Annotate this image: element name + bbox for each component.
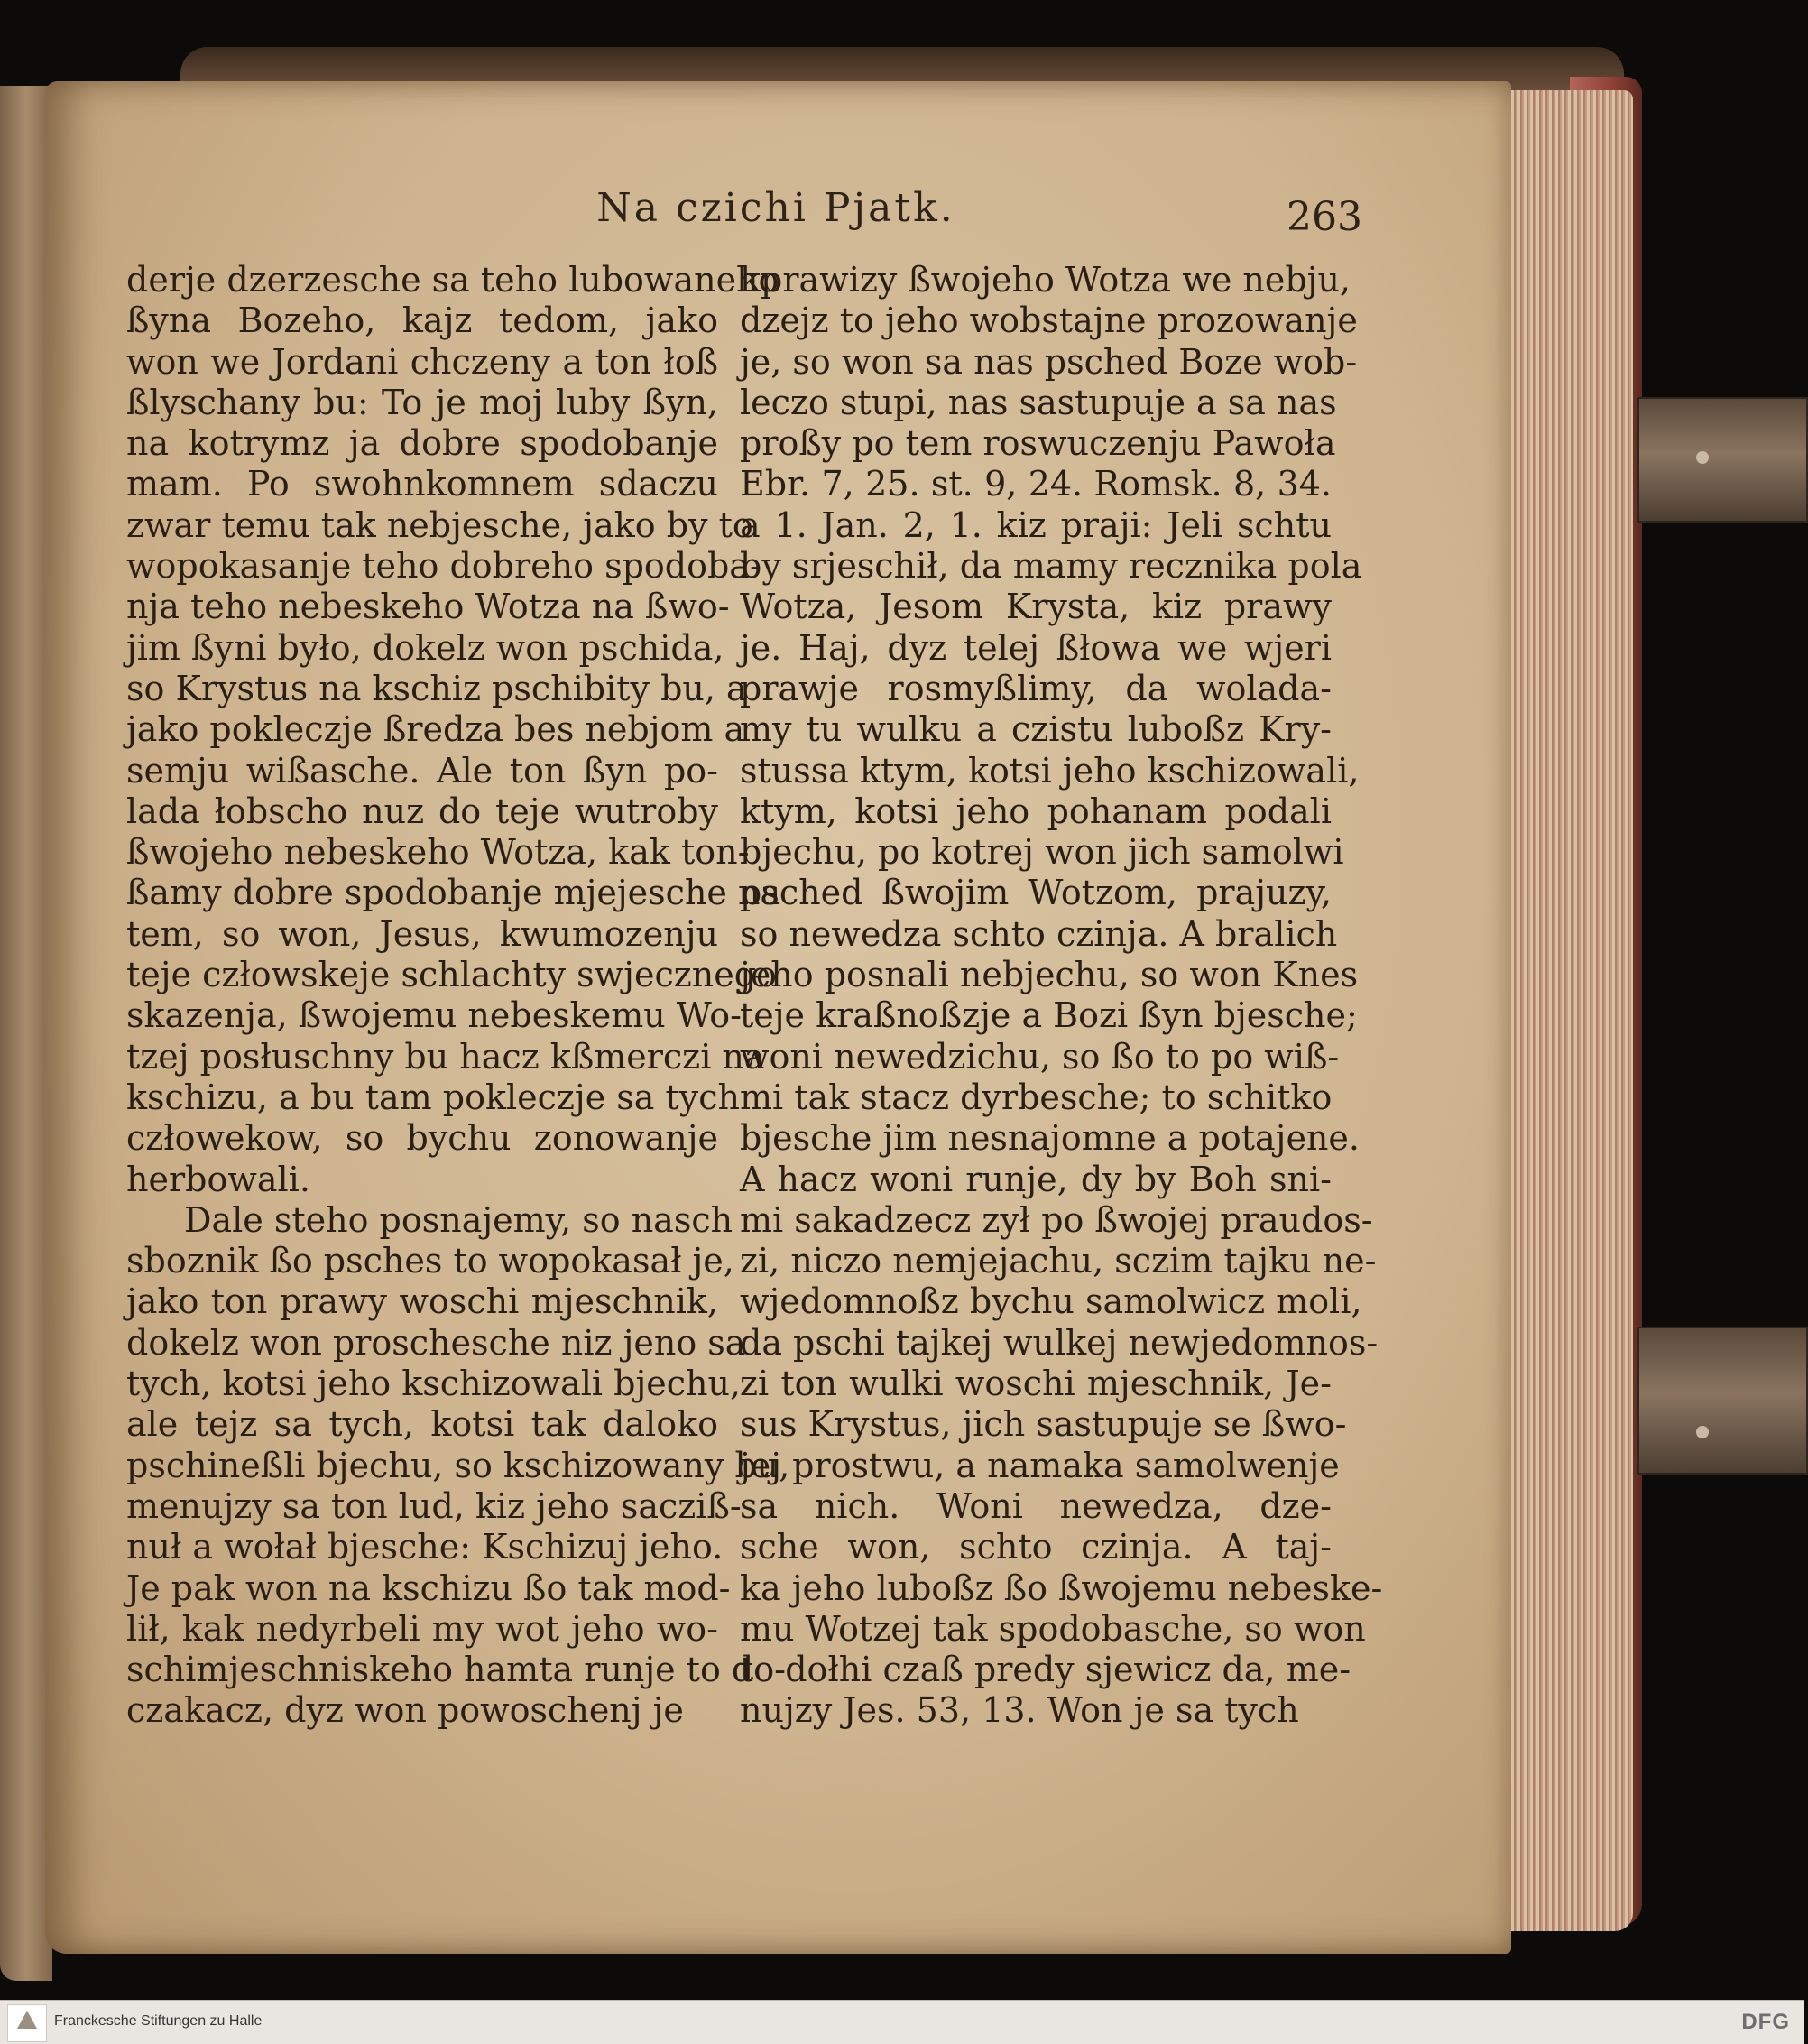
text-line: Wotza, Jesom Krysta, kiz prawy bbox=[740, 587, 1332, 627]
institution-logo bbox=[7, 2004, 47, 2042]
text-line: lił, kak nedyrbeli my wot jeho wo- bbox=[126, 1608, 718, 1649]
text-line: so newedza schto czinja. A bralich bbox=[740, 913, 1338, 954]
text-line: semju wißasche. Ale ton ßyn po- bbox=[126, 750, 718, 791]
text-line: zwar temu tak nebjesche, jako by to bbox=[126, 504, 753, 545]
text-line: A hacz woni runje, dy by Boh sni- bbox=[740, 1159, 1332, 1199]
text-line: nuł a wołał bjesche: Kschizuj jeho. bbox=[126, 1527, 724, 1568]
text-line: wopokasanje teho dobreho spodoba- bbox=[126, 546, 761, 587]
text-line: Ebr. 7, 25. st. 9, 24. Romsk. 8, 34. bbox=[740, 464, 1332, 504]
text-line: pschineßli bjechu, so kschizowany bu, bbox=[126, 1445, 790, 1485]
text-line: leczo stupi, nas sastupuje a sa nas bbox=[740, 382, 1337, 422]
text-line: woni newedzichu, so ßo to po wiß- bbox=[740, 1036, 1340, 1077]
text-line: jej prostwu, a namaka samolwenje bbox=[740, 1445, 1340, 1485]
text-line: tem, so won, Jesus, kwumozenju bbox=[126, 913, 718, 954]
clasp-upper bbox=[1637, 397, 1808, 523]
text-line: herbowali. bbox=[126, 1159, 310, 1199]
text-line: tych, kotsi jeho kschizowali bjechu, bbox=[126, 1364, 742, 1404]
text-line: dzejz to jeho wobstajne prozowanje bbox=[740, 301, 1358, 341]
text-line: je, so won sa nas psched Boze wob- bbox=[740, 341, 1358, 382]
text-line: ßlyschany bu: To je moj luby ßyn, bbox=[126, 382, 718, 422]
text-line: my tu wulku a czistu luboßz Kry- bbox=[740, 709, 1332, 750]
text-line: nujzy Jes. 53, 13. Won je sa tych bbox=[740, 1690, 1299, 1731]
text-line: schimjeschniskeho hamta runje to do- bbox=[126, 1650, 786, 1690]
text-line: so Krystus na kschiz pschibity bu, a bbox=[126, 668, 747, 708]
text-line: dokelz won proschesche niz jeno sa bbox=[126, 1322, 746, 1363]
text-line: teje człowskeje schlachty swjecznego bbox=[126, 955, 777, 995]
text-line: mam. Po swohnkomnem sdaczu bbox=[126, 464, 718, 504]
text-line: tzej posłuschny bu hacz kßmerczi na bbox=[126, 1036, 765, 1077]
clasp-lower bbox=[1637, 1327, 1808, 1475]
text-line: mu Wotzej tak spodobasche, so won bbox=[740, 1608, 1366, 1649]
text-line: a 1. Jan. 2, 1. kiz praji: Jeli schtu bbox=[740, 504, 1332, 545]
text-line: kschizu, a bu tam pokleczje sa tych bbox=[126, 1077, 740, 1117]
text-column-left bbox=[126, 260, 790, 1740]
text-line: sche won, schto czinja. A taj- bbox=[740, 1527, 1332, 1568]
text-line: wjedomnoßz bychu samolwicz moli, bbox=[740, 1281, 1362, 1322]
text-line: mi tak stacz dyrbesche; to schitko bbox=[740, 1077, 1333, 1117]
text-line: won we Jordani chczeny a ton łoß bbox=[126, 341, 718, 382]
text-line: nja teho nebeskeho Wotza na ßwo- bbox=[126, 587, 730, 627]
text-line: to dołhi czaß predy sjewicz da, me- bbox=[740, 1650, 1351, 1690]
text-line: zi, niczo nemjejachu, sczim tajku ne- bbox=[740, 1241, 1377, 1281]
text-line: jim ßyni było, dokelz won pschida, bbox=[126, 627, 724, 668]
text-line: teje kraßnoßzje a Bozi ßyn bjesche; bbox=[740, 995, 1358, 1036]
text-line: je. Haj, dyz telej ßłowa we wjeri bbox=[740, 627, 1332, 668]
text-line: prawje rosmyßlimy, da wolada- bbox=[740, 668, 1332, 708]
text-line: bjesche jim nesnajomne a potajene. bbox=[740, 1118, 1360, 1159]
text-line: lada łobscho nuz do teje wutroby bbox=[126, 791, 718, 831]
text-line: Je pak won na kschizu ßo tak mod- bbox=[126, 1568, 731, 1608]
text-line: skazenja, ßwojemu nebeskemu Wo- bbox=[126, 995, 742, 1036]
text-line: by srjeschił, da mamy recznika pola bbox=[740, 546, 1362, 587]
text-line: człowekow, so bychu zonowanje bbox=[126, 1118, 718, 1159]
text-line: proßy po tem roswuczenju Pawoła bbox=[740, 423, 1336, 464]
text-line: ßamy dobre spodobanje mjejesche na bbox=[126, 873, 781, 913]
institution-name: Franckesche Stiftungen zu Halle bbox=[54, 2013, 263, 2029]
text-line: ktym, kotsi jeho pohanam podali bbox=[740, 791, 1332, 831]
text-line: zi ton wulki woschi mjeschnik, Je- bbox=[740, 1364, 1332, 1404]
text-line: jeho posnali nebjechu, so won Knes bbox=[740, 955, 1359, 995]
text-line: ka jeho luboßz ßo ßwojemu nebeske- bbox=[740, 1568, 1383, 1608]
text-line: sa nich. Woni newedza, dze- bbox=[740, 1485, 1332, 1526]
running-head: Na czichi Pjatk. bbox=[596, 185, 955, 231]
text-line: jako pokleczje ßredza bes nebjom a bbox=[126, 709, 745, 750]
text-line: jako ton prawy woschi mjeschnik, bbox=[126, 1281, 718, 1322]
viewer-footer bbox=[0, 2000, 1804, 2044]
text-line: da pschi tajkej wulkej newjedomnos- bbox=[740, 1322, 1379, 1363]
text-line: derje dzerzesche sa teho lubowaneho bbox=[126, 260, 779, 300]
text-column-right bbox=[740, 260, 1383, 1740]
text-line: sus Krystus, jich sastupuje se ßwo- bbox=[740, 1404, 1347, 1445]
text-line: menujzy sa ton lud, kiz jeho sacziß- bbox=[126, 1485, 742, 1526]
text-line: ßyna Bozeho, kajz tedom, jako bbox=[126, 301, 718, 341]
text-line: czakacz, dyz won powoschenj je bbox=[126, 1690, 684, 1731]
dfg-logo: DFG bbox=[1741, 2010, 1790, 2034]
text-line: kprawizy ßwojeho Wotza we nebju, bbox=[740, 260, 1351, 300]
text-line: mi sakadzecz zył po ßwojej praudos- bbox=[740, 1199, 1373, 1240]
text-line: Dale steho posnajemy, so nasch bbox=[184, 1199, 733, 1240]
text-line: sboznik ßo psches to wopokasał je, bbox=[126, 1241, 734, 1281]
text-line: ale tejz sa tych, kotsi tak daloko bbox=[126, 1404, 718, 1445]
text-line: stussa ktym, kotsi jeho kschizowali, bbox=[740, 750, 1360, 791]
text-line: bjechu, po kotrej won jich samolwi bbox=[740, 832, 1344, 873]
text-line: ßwojeho nebeskeho Wotza, kak ton- bbox=[126, 832, 750, 873]
text-line: psched ßwojim Wotzom, prajuzy, bbox=[740, 873, 1332, 913]
text-line: na kotrymz ja dobre spodobanje bbox=[126, 423, 718, 464]
page-number: 263 bbox=[1287, 194, 1362, 240]
clasp-pin-upper bbox=[1696, 451, 1709, 464]
clasp-pin-lower bbox=[1696, 1426, 1709, 1438]
